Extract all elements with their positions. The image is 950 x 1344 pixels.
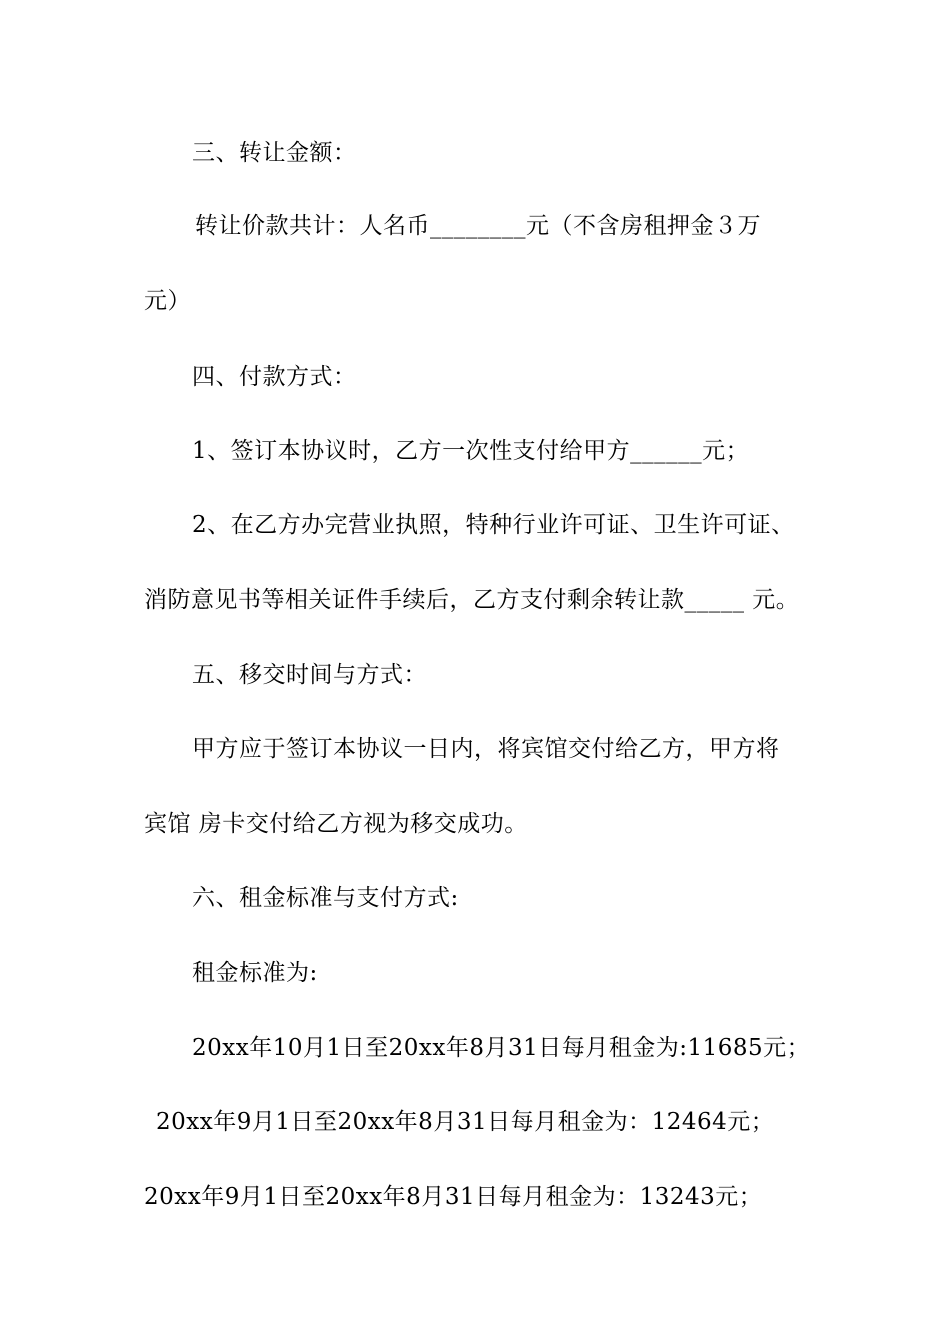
section-heading-rent: 六、租金标准与支付方式:	[192, 885, 459, 911]
section-heading-transfer-amount: 三、转让金额：	[192, 140, 357, 166]
paragraph-line: 1、签订本协议时，乙方一次性支付给甲方______元；	[192, 438, 750, 464]
paragraph-line: 元）	[144, 288, 191, 314]
section-heading-payment-method: 四、付款方式：	[192, 364, 357, 390]
paragraph-line: 20xx年9月1日至20xx年8月31日每月租金为：13243元；	[144, 1184, 763, 1210]
paragraph-line: 租金标准为:	[192, 960, 318, 986]
paragraph-line: 2、在乙方办完营业执照，特种行业许可证、卫生许可证、	[192, 512, 795, 538]
paragraph-line: 甲方应于签订本协议一日内，将宾馆交付给乙方，甲方将	[192, 736, 780, 762]
paragraph-line: 20xx年10月1日至20xx年8月31日每月租金为:11685元；	[192, 1035, 811, 1061]
paragraph-line: 20xx年9月1日至20xx年8月31日每月租金为：12464元；	[156, 1109, 775, 1135]
section-heading-handover: 五、移交时间与方式：	[192, 662, 427, 688]
paragraph-line: 消防意见书等相关证件手续后，乙方支付剩余转让款_____ 元。	[144, 587, 800, 613]
paragraph-line: 转让价款共计：人名币________元（不含房租押金３万	[195, 213, 761, 239]
paragraph-line: 宾馆 房卡交付给乙方视为移交成功。	[144, 811, 528, 837]
